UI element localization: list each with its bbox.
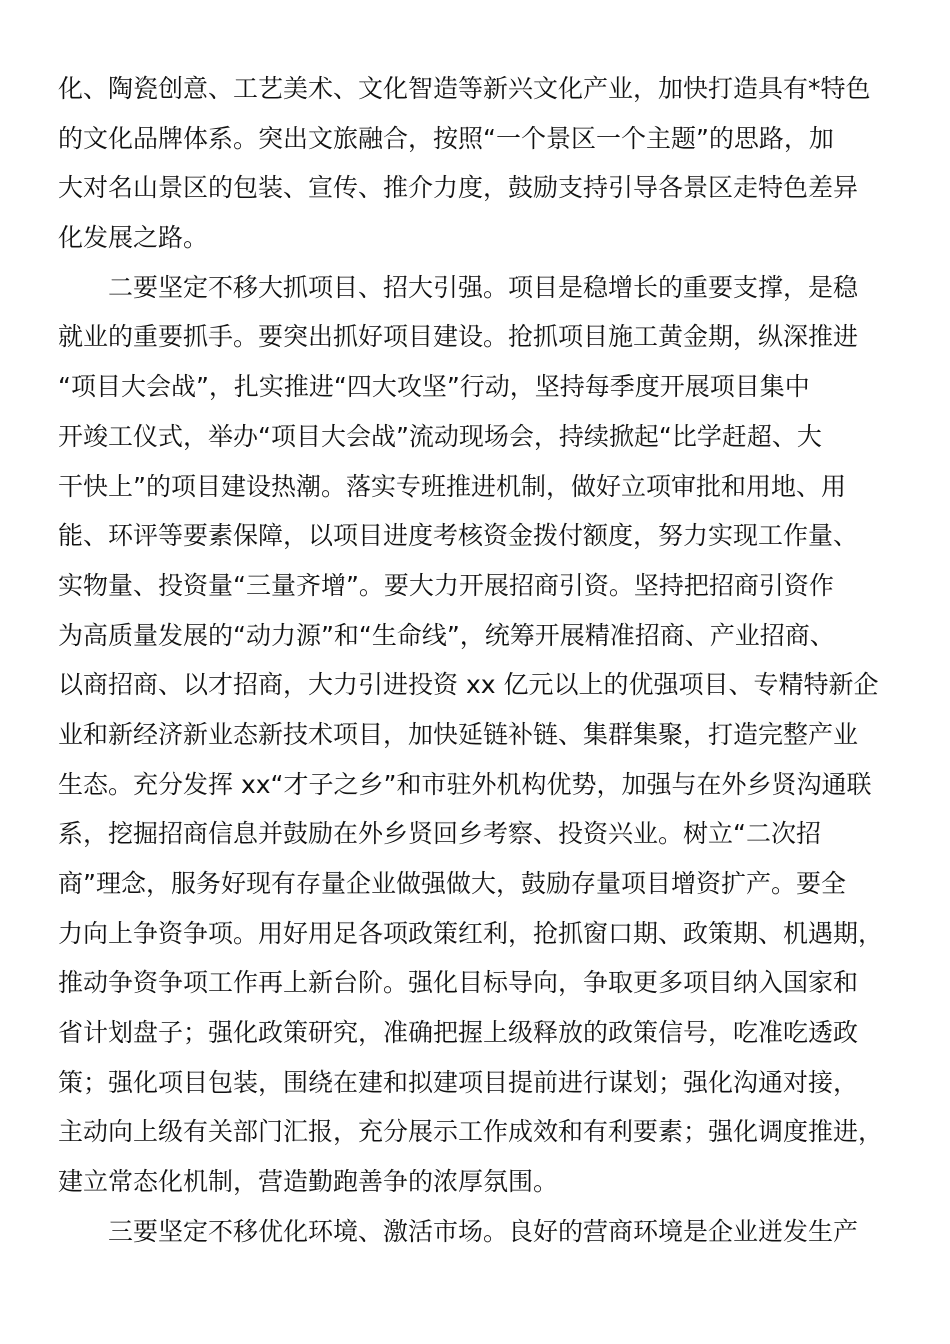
text-line: 生态。充分发挥 xx“才子之乡”和市驻外机构优势，加强与在外乡贤沟通联 [58,769,872,799]
text-line: 化发展之路。 [58,223,209,253]
text-line: “项目大会战”，扎实推进“四大攻坚”行动，坚持每季度开展项目集中 [58,372,810,402]
document-body [58,64,898,1257]
paragraph-start-line: 二要坚定不移大抓项目、招大引强。项目是稳增长的重要支撑，是稳 [108,272,859,302]
text-line: 化、陶瓷创意、工艺美术、文化智造等新兴文化产业，加快打造具有*特色 [58,74,871,103]
text-line: 能、环评等要素保障，以项目进度考核资金拨付额度，努力实现工作量、 [58,521,859,551]
text-line: 业和新经济新业态新技术项目，加快延链补链、集群集聚，打造完整产业 [58,719,859,749]
text-line: 为高质量发展的“动力源”和“生命线”，统筹开展精准招商、产业招商、 [58,620,835,650]
paragraph-start-line: 三要坚定不移优化环境、激活市场。良好的营商环境是企业迸发生产 [108,1216,859,1246]
text-line: 主动向上级有关部门汇报，充分展示工作成效和有利要素；强化调度推进， [58,1117,884,1147]
text-line: 大对名山景区的包装、宣传、推介力度，鼓励支持引导各景区走特色差异 [58,173,859,203]
text-line: 实物量、投资量“三量齐增”。要大力开展招商引资。坚持把招商引资作 [58,570,834,600]
text-line: 开竣工仪式，举办“项目大会战”流动现场会，持续掀起“比学赶超、大 [58,421,822,451]
text-line: 建立常态化机制，营造勤跑善争的浓厚氛围。 [58,1167,559,1197]
text-line: 以商招商、以才招商，大力引进投资 xx 亿元以上的优强项目、专精特新企 [58,670,879,700]
text-line: 商”理念，服务好现有存量企业做强做大，鼓励存量项目增资扩产。要全 [58,869,846,898]
text-line: 系，挖掘招商信息并鼓励在外乡贤回乡考察、投资兴业。树立“二次招 [58,819,821,849]
text-line: 策；强化项目包装，围绕在建和拟建项目提前进行谋划；强化沟通对接， [58,1067,859,1097]
text-line: 的文化品牌体系。突出文旅融合，按照“一个景区一个主题”的思路，加 [58,123,834,153]
text-line: 就业的重要抓手。要突出抓好项目建设。抢抓项目施工黄金期，纵深推进 [58,322,859,352]
text-line: 省计划盘子；强化政策研究，准确把握上级释放的政策信号，吃准吃透政 [58,1018,859,1048]
text-line: 推动争资争项工作再上新台阶。强化目标导向，争取更多项目纳入国家和 [58,968,859,998]
text-line: 干快上”的项目建设热潮。落实专班推进机制，做好立项审批和用地、用 [58,471,846,501]
text-line: 力向上争资争项。用好用足各项政策红利，抢抓窗口期、政策期、机遇期， [58,918,884,948]
